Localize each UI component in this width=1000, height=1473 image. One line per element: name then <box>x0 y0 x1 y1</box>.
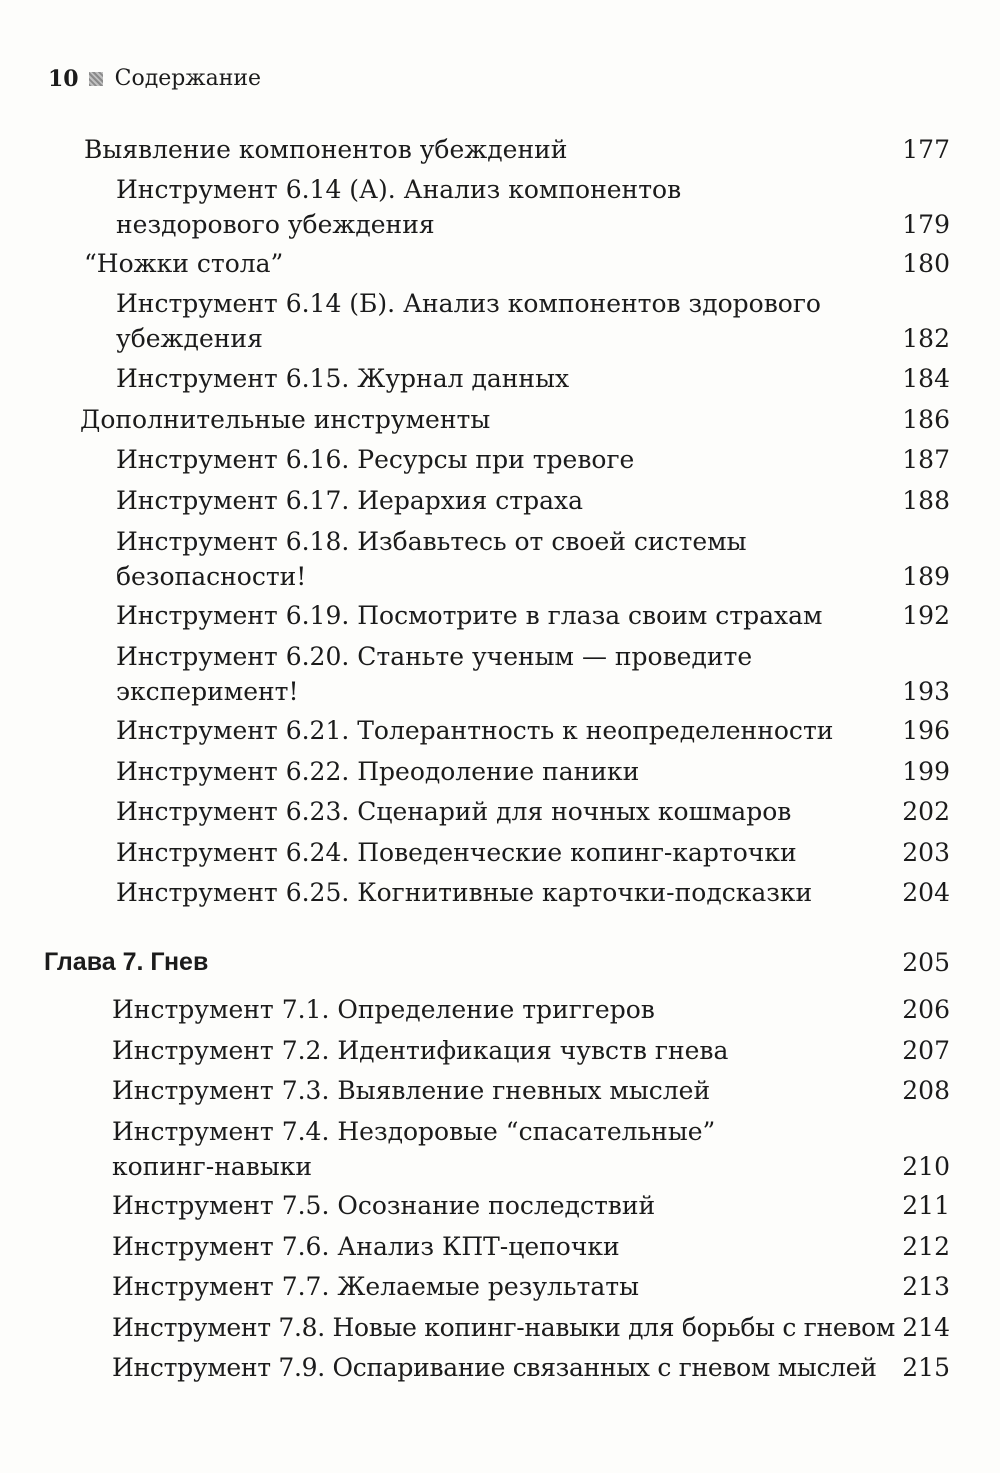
toc-entry-title: Инструмент 7.6. Анализ КПТ-цепочки <box>112 1232 620 1261</box>
toc-entry-title: Инструмент 7.4. Нездоровые “спасательные” <box>112 1117 716 1146</box>
toc-entry-title: Инструмент 6.22. Преодоление паники <box>116 757 640 786</box>
toc-entry-page: 184 <box>902 364 950 393</box>
toc-entry-title-cont: убеждения <box>116 324 263 353</box>
toc-entry-page: 193 <box>902 677 950 706</box>
page-number: 10 <box>48 66 79 92</box>
toc-entry-page: 215 <box>902 1353 950 1382</box>
toc-entry-page: 192 <box>902 601 950 630</box>
toc-entry-page: 207 <box>902 1036 950 1065</box>
toc-entry-page: 204 <box>902 878 950 907</box>
toc-entry-title-cont: эксперимент! <box>116 677 299 706</box>
toc-entry-title: Инструмент 7.8. Новые копинг-навыки для борьбы с гневом <box>112 1313 896 1342</box>
toc-entry-title: Инструмент 6.21. Толерантность к неопределенности <box>116 716 834 745</box>
toc-entry-page: 214 <box>902 1313 950 1342</box>
toc-entry-title: Инструмент 6.20. Станьте ученым — проведите <box>116 642 753 671</box>
toc-entry-title: Инструмент 6.19. Посмотрите в глаза своим страхам <box>116 601 823 630</box>
toc-entry-title: Инструмент 6.18. Избавьтесь от своей системы <box>116 527 747 556</box>
toc-entry-title: Инструмент 6.14 (Б). Анализ компонентов здорового <box>116 289 821 318</box>
toc-entry-page: 179 <box>902 210 950 239</box>
toc-entry-title: Инструмент 7.1. Определение триггеров <box>112 995 655 1024</box>
toc-entry-page: 210 <box>902 1152 950 1181</box>
square-bullet-icon <box>89 72 103 86</box>
toc-entry-page: 199 <box>902 757 950 786</box>
running-head <box>48 64 261 94</box>
toc-entry-title: Инструмент 6.14 (А). Анализ компонентов <box>116 175 682 204</box>
toc-entry-title: Инструмент 6.25. Когнитивные карточки-подсказки <box>116 878 813 907</box>
toc-entry-title-cont: безопасности! <box>116 562 307 591</box>
toc-entry-page: 203 <box>902 838 950 867</box>
toc-entry-page: 180 <box>902 249 950 278</box>
toc-entry-page: 206 <box>902 995 950 1024</box>
toc-entry-page: 212 <box>902 1232 950 1261</box>
toc-entry-title: Инструмент 6.17. Иерархия страха <box>116 486 583 515</box>
toc-entry-title: Выявление компонентов убеждений <box>84 135 568 164</box>
toc-entry-title: Дополнительные инструменты <box>80 405 491 434</box>
toc-entry-page: 182 <box>902 324 950 353</box>
toc-entry-page: 187 <box>902 445 950 474</box>
toc-entry-title-cont: нездорового убеждения <box>116 210 435 239</box>
toc-entry-page: 177 <box>902 135 950 164</box>
toc-entry-title: Инструмент 6.24. Поведенческие копинг-карточки <box>116 838 797 867</box>
toc-entry-title: “Ножки стола” <box>84 249 284 278</box>
toc-entry-title: Инструмент 7.3. Выявление гневных мыслей <box>112 1076 711 1105</box>
toc-entry-title: Инструмент 7.2. Идентификация чувств гнева <box>112 1036 729 1065</box>
toc-entry-page: 213 <box>902 1272 950 1301</box>
toc-entry-page: 202 <box>902 797 950 826</box>
toc-entry-title: Инструмент 7.9. Оспаривание связанных с гневом мыслей <box>112 1353 877 1382</box>
toc-entry-title: Инструмент 7.5. Осознание последствий <box>112 1191 656 1220</box>
toc-entry-title: Инструмент 6.23. Сценарий для ночных кошмаров <box>116 797 792 826</box>
toc-entry-page: 189 <box>902 562 950 591</box>
toc-entry-page: 211 <box>902 1191 950 1220</box>
toc-entry-title: Инструмент 7.7. Желаемые результаты <box>112 1272 639 1301</box>
section-title: Содержание <box>114 66 262 91</box>
toc-entry-page: 188 <box>902 486 950 515</box>
toc-entry-page: 208 <box>902 1076 950 1105</box>
toc-entry-title-cont: копинг-навыки <box>112 1152 313 1181</box>
toc-entry-title: Инструмент 6.15. Журнал данных <box>116 364 570 393</box>
toc-entry-title: Инструмент 6.16. Ресурсы при тревоге <box>116 445 635 474</box>
toc-entry-page: 196 <box>902 716 950 745</box>
chapter-title: Глава 7. Гнев <box>44 948 209 976</box>
toc-entry-page: 186 <box>902 405 950 434</box>
chapter-page: 205 <box>902 948 950 977</box>
